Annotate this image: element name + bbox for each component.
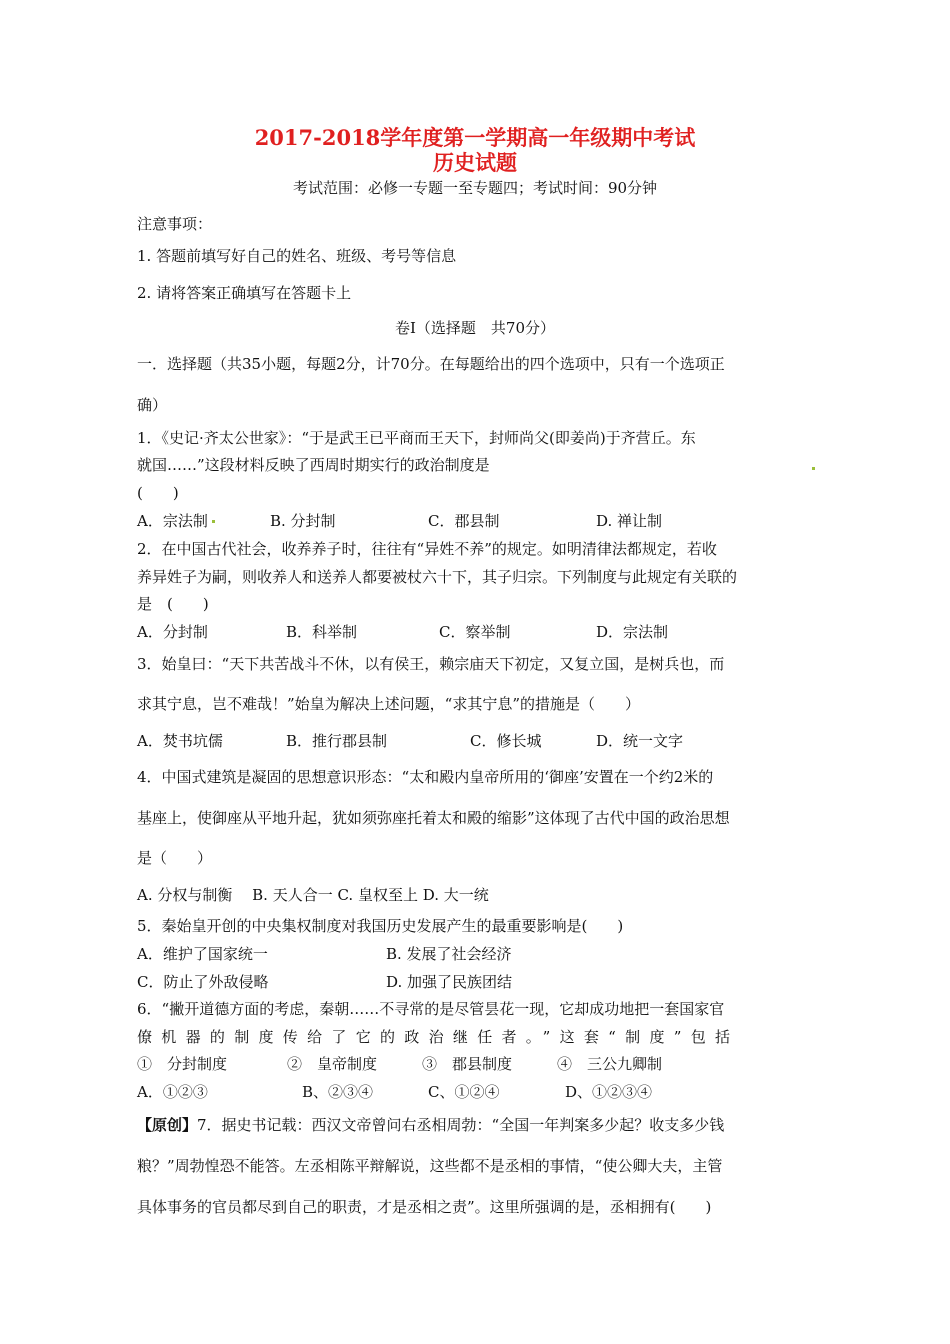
note-1: 1. 答题前填写好自己的姓名、班级、考号等信息 [137,247,457,265]
scan-speck [212,520,215,523]
section-instructions-line1: 一．选择题（共35小题，每题2分，计70分。在每题给出的四个选项中，只有一个选项正 [137,355,725,373]
q1-line1: 1．《史记·齐太公世家》：“于是武王已平商而王天下，封师尚父(即姜尚)于齐营丘。东 [137,429,696,447]
q6-option-a: A．①②③ [137,1083,208,1101]
q4-line2: 基座上，使御座从平地升起，犹如须弥座托着太和殿的缩影”这体现了古代中国的政治思想 [137,809,730,827]
q5-line1: 5．秦始皇开创的中央集权制度对我国历史发展产生的最重要影响是( ) [137,917,624,935]
q6-line2: 僚机器的制度传给了它的政治继任者。”这套“制度”包括 [137,1028,740,1046]
q3-option-b: B．推行郡县制 [286,732,388,750]
q3-line1: 3．始皇曰：“天下共苦战斗不休，以有侯王，赖宗庙天下初定，又复立国，是树兵也，而 [137,655,725,673]
q4-options: A. 分权与制衡 B. 天人合一 C. 皇权至上 D. 大一统 [137,886,489,904]
q1-option-a: A．宗法制 [137,512,208,530]
q3-line2: 求其宁息，岂不难哉！”始皇为解决上述问题，“求其宁息”的措施是（ ） [137,695,641,713]
q6-option-b: B、②③④ [302,1083,374,1101]
q2-line2: 养异姓子为嗣，则收养人和送养人都要被杖六十下，其子归宗。下列制度与此规定有关联的 [137,568,738,586]
q5-option-c: C．防止了外敌侵略 [137,973,269,991]
section-title: 卷Ⅰ（选择题 共70分） [394,319,555,337]
exam-subtitle: 历史试题 [433,150,517,175]
exam-title: 2017-2018学年度第一学期高一年级期中考试 [254,125,696,150]
q7-line1-text: 7．据史书记载：西汉文帝曾问右丞相周勃：“全国一年判案多少起？收支多少钱 [197,1116,725,1134]
q4-line1: 4．中国式建筑是凝固的思想意识形态：“太和殿内皇帝所用的‘御座’安置在一个约2米的 [137,768,714,786]
q2-option-a: A．分封制 [137,623,208,641]
q4-line3: 是（ ） [137,849,213,867]
exam-scope: 考试范围：必修一专题一至专题四；考试时间：90分钟 [292,179,658,197]
notes-heading: 注意事项： [137,215,213,233]
q1-option-c: C．郡县制 [428,512,500,530]
q2-line1: 2．在中国古代社会，收养养子时，往往有“异姓不养”的规定。如明清律法都规定，若收 [137,540,717,558]
original-tag: 【原创】 [137,1116,198,1134]
scan-speck [812,467,815,470]
q5-option-b: B. 发展了社会经济 [386,945,512,963]
note-2: 2. 请将答案正确填写在答题卡上 [137,284,352,302]
q7-line2: 粮？”周勃惶恐不能答。左丞相陈平辩解说，这些都不是丞相的事情，“使公卿大夫，主管 [137,1157,723,1175]
section-instructions-line2: 确） [137,396,168,414]
q3-option-a: A．焚书坑儒 [137,732,223,750]
q6-option-d: D、①②③④ [565,1083,653,1101]
q6-line1: 6．“撇开道德方面的考虑，秦朝……不寻常的是尽管昙花一现，它却成功地把一套国家官 [137,1000,725,1018]
q7-line3: 具体事务的官员都尽到自己的职责，才是丞相之责”。这里所强调的是，丞相拥有( ) [137,1198,712,1216]
q6-items: ① 分封制度 ② 皇帝制度 ③ 郡县制度 ④ 三公九卿制 [137,1055,663,1073]
q5-option-d: D. 加强了民族团结 [386,973,513,991]
q6-option-c: C、①②④ [428,1083,500,1101]
q1-option-b: B. 分封制 [270,512,336,530]
q1-option-d: D. 禅让制 [596,512,663,530]
q1-line2: 就国……”这段材料反映了西周时期实行的政治制度是 [137,456,490,474]
q2-line3: 是 ( ) [137,595,209,613]
q1-line3: ( ) [137,484,179,502]
q2-option-c: C．察举制 [439,623,511,641]
q2-option-b: B．科举制 [286,623,358,641]
q5-option-a: A．维护了国家统一 [137,945,268,963]
q3-option-d: D．统一文字 [596,732,684,750]
q2-option-d: D．宗法制 [596,623,669,641]
q7-line1 [137,1115,724,1135]
q3-option-c: C．修长城 [470,732,542,750]
